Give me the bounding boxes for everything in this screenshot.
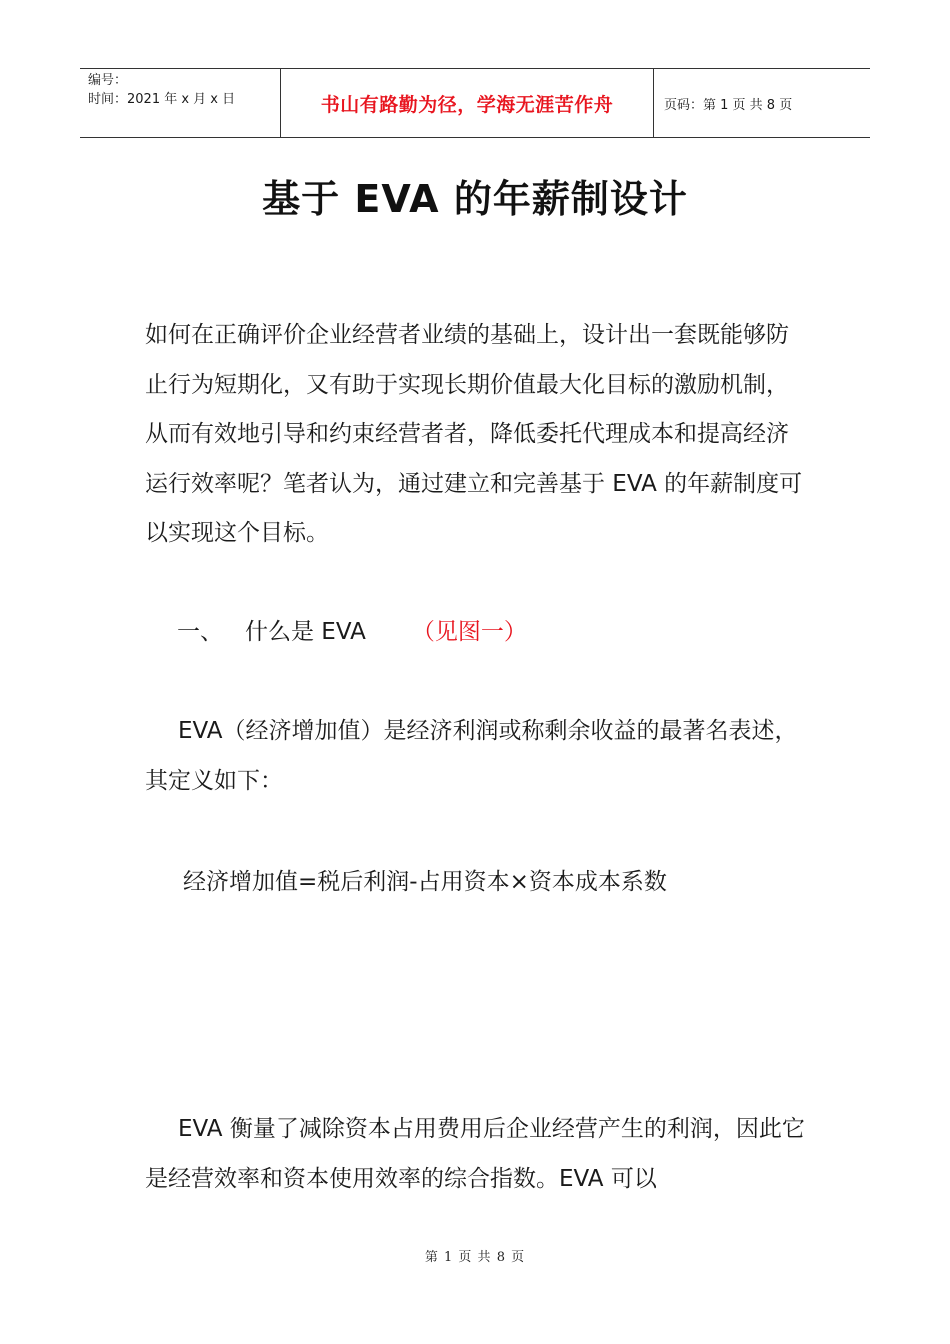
eva-definition-paragraph: EVA（经济增加值）是经济利润或称剩余收益的最著名表述，其定义如下： bbox=[145, 718, 798, 794]
page-footer: 第 1 页 共 8 页 bbox=[424, 1250, 526, 1265]
eva-measure-paragraph: EVA 衡量了减除资本占用费用后企业经营产生的利润，因此它是经营效率和资本使用效率的综合指数。EVA 可以 bbox=[145, 1116, 805, 1192]
section-title: 什么是 EVA bbox=[245, 619, 366, 645]
header-page-cell bbox=[654, 69, 870, 137]
header-motto-cell bbox=[281, 69, 654, 137]
time-label: 时间：2021 年 x 月 x 日 bbox=[88, 92, 236, 107]
header-meta-cell bbox=[80, 69, 281, 137]
document-title: 基于 EVA 的年薪制设计 bbox=[262, 177, 688, 221]
document-header bbox=[80, 68, 870, 138]
eva-formula: 经济增加值=税后利润-占用资本×资本成本系数 bbox=[183, 869, 667, 895]
page-info: 页码：第 1 页 共 8 页 bbox=[664, 97, 793, 113]
motto-text: 书山有路勤为径，学海无涯苦作舟 bbox=[320, 93, 614, 116]
intro-paragraph: 如何在正确评价企业经营者业绩的基础上，设计出一套既能够防止行为短期化，又有助于实现长期价值最大化目标的激励机制，从而有效地引导和约束经营者者，降低委托代理成本和提高经济运行效率呢？笔者认为，通过建立和完善基于 EVA 的年薪制度可以实现这个目标。 bbox=[145, 322, 803, 546]
section-number: 一、 bbox=[177, 619, 223, 645]
section-heading bbox=[177, 612, 527, 652]
number-label: 编号： bbox=[88, 73, 128, 88]
figure-reference: （见图一） bbox=[411, 619, 527, 645]
